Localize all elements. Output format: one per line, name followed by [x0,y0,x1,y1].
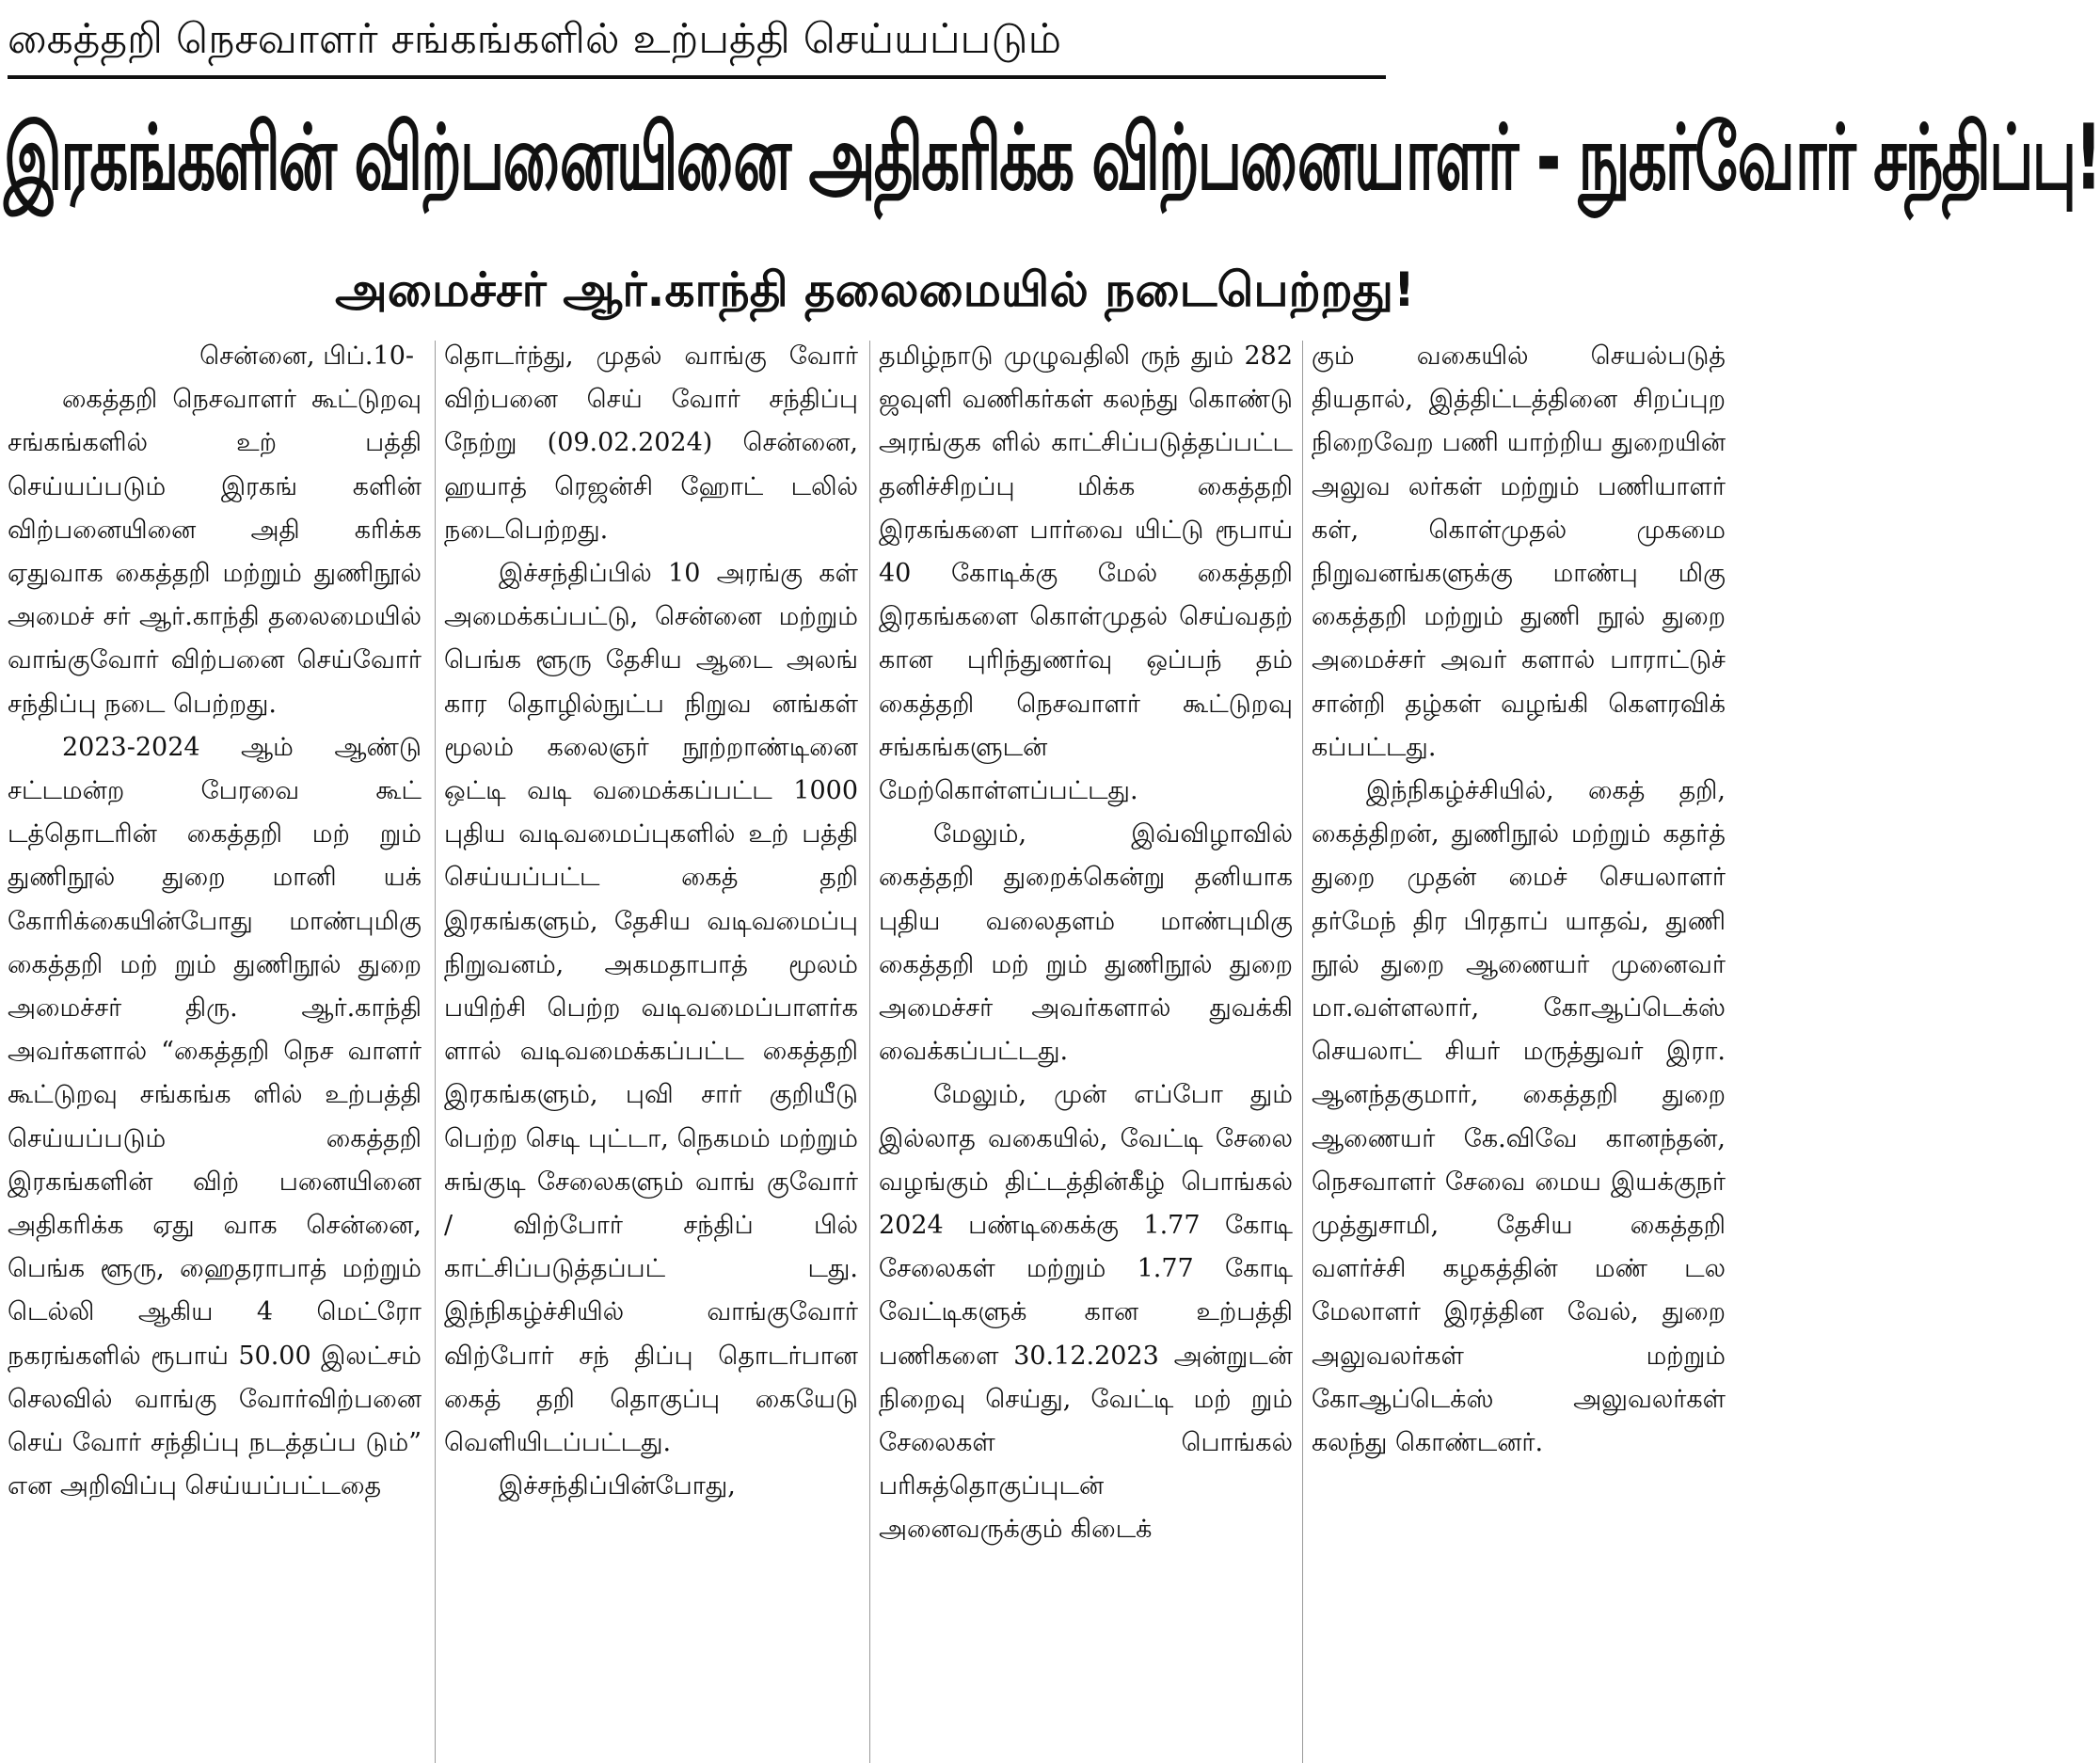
article-column-3 [879,335,1293,1763]
subheadline: அமைச்சர் ஆர்.காந்தி தலைமையில் நடைபெற்றது! [335,262,1415,317]
paragraph: 2023-2024 ஆம் ஆண்டு சட்டமன்ற பேரவை கூட் டத்தொடரின் கைத்தறி மற் றும் துணிநூல் துறை மானி யக் கோரிக்கையின்போது மாண்புமிகு கைத்தறி மற் றும் துணிநூல் துறை அமைச்சர் திரு. ஆர்.காந்தி அவர்களால் “கைத்தறி நெச வாளர் கூட்டுறவு சங்கங்க ளில் உற்பத்தி செய்யப்படும் கைத்தறி இரகங்களின் விற் பனையினை அதிகரிக்க ஏது வாக சென்னை, பெங்க ளூரு, ஹைதராபாத் மற்றும் டெல்லி ஆகிய 4 மெட்ரோ நகரங்களில் ரூபாய் 50.00 இலட்சம் செலவில் வாங்கு வோர்விற்பனை செய் வோர் சந்திப்பு நடத்தப்ப டும்” என அறிவிப்பு செய்யப்பட்டதை [8,732,422,1501]
article-column-4 [1312,335,1726,1763]
paragraph: மேலும், முன் எப்போ தும் இல்லாத வகையில், வேட்டி சேலை வழங்கும் திட்டத்தின்கீழ் பொங்கல் 2024 பண்டிகைக்கு 1.77 கோடி சேலைகள் மற்றும் 1.77 கோடி வேட்டிகளுக் கான உற்பத்தி பணிகளை 30.12.2023 அன்றுடன் நிறைவு செய்து, வேட்டி மற் றும் சேலைகள் பொங்கல் பரிசுத்தொகுப்புடன் அனைவருக்கும் கிடைக் [879,1080,1293,1545]
paragraph: இந்நிகழ்ச்சியில், கைத் தறி, கைத்திறன், துணிநூல் மற்றும் கதர்த் துறை முதன் மைச் செயலாளர் தர்மேந் திர பிரதாப் யாதவ், துணி நூல் துறை ஆணையர் முனைவர் மா.வள்ளலார், கோஆப்டெக்ஸ் செயலாட் சியர் மருத்துவர் இரா. ஆனந்தகுமார், கைத்தறி துறை ஆணையர் கே.விவே கானந்தன், நெசவாளர் சேவை மைய இயக்குநர் முத்துசாமி, தேசிய கைத்தறி வளர்ச்சி கழகத்தின் மண் டல மேலாளர் இரத்தின வேல், துறை அலுவலர்கள் மற்றும் கோஆப்டெக்ஸ் அலுவலர்கள் கலந்து கொண்டனர். [1312,776,1726,1458]
paragraph: கும் வகையில் செயல்படுத் தியதால், இத்திட்டத்தினை சிறப்புற நிறைவேற பணி யாற்றிய துறையின் அலுவ லர்கள் மற்றும் பணியாளர் கள், கொள்முதல் முகமை நிறுவனங்களுக்கு மாண்பு மிகு கைத்தறி மற்றும் துணி நூல் துறை அமைச்சர் அவர் களால் பாராட்டுச் சான்றி தழ்கள் வழங்கி கௌரவிக் கப்பட்டது. [1312,341,1726,762]
article-column-1 [8,335,422,1763]
kicker-line: கைத்தறி நெசவாளர் சங்கங்களில் உற்பத்தி செய்யப்படும் [8,15,1061,63]
paragraph: மேலும், இவ்விழாவில் கைத்தறி துறைக்கென்று தனியாக புதிய வலைதளம் மாண்புமிகு கைத்தறி மற் றும் துணிநூல் துறை அமைச்சர் அவர்களால் துவக்கி வைக்கப்பட்டது. [879,819,1293,1067]
article-column-2 [444,335,858,1763]
paragraph: தமிழ்நாடு முழுவதிலி ருந் தும் 282 ஜவுளி வணிகர்கள் கலந்து கொண்டு அரங்குக ளில் காட்சிப்படுத்தப்பட்ட தனிச்சிறப்பு மிக்க கைத்தறி இரகங்களை பார்வை யிட்டு ரூபாய் 40 கோடிக்கு மேல் கைத்தறி இரகங்களை கொள்முதல் செய்வதற் கான புரிந்துணர்வு ஒப்பந் தம் கைத்தறி நெசவாளர் கூட்டுறவு சங்கங்களுடன் மேற்கொள்ளப்பட்டது. [879,341,1293,806]
paragraph: இச்சந்திப்பின்போது, [499,1471,736,1501]
article-body [4,335,1726,1763]
headline: இரகங்களின் விற்பனையினை அதிகரிக்க விற்பனையாளர் - நுகர்வோர் சந்திப்பு! [4,106,2100,212]
paragraph: கைத்தறி நெசவாளர் கூட்டுறவு சங்கங்களில் உற் பத்தி செய்யப்படும் இரகங் களின் விற்பனையினை அதி கரிக்க ஏதுவாக கைத்தறி மற்றும் துணிநூல் அமைச் சர் ஆர்.காந்தி தலைமையில் வாங்குவோர் விற்பனை செய்வோர் சந்திப்பு நடை பெற்றது. [8,385,422,719]
paragraph: தொடர்ந்து, முதல் வாங்கு வோர் விற்பனை செய் வோர் சந்திப்பு நேற்று (09.02.2024) சென்னை, ஹயாத் ரெஜன்சி ஹோட் டலில் நடைபெற்றது. [444,341,858,545]
paragraph: இச்சந்திப்பில் 10 அரங்கு கள் அமைக்கப்பட்டு, சென்னை மற்றும் பெங்க ளூரு தேசிய ஆடை அலங் கார தொழில்நுட்ப நிறுவ னங்கள் மூலம் கலைஞர் நூற்றாண்டினை ஒட்டி வடி வமைக்கப்பட்ட 1000 புதிய வடிவமைப்புகளில் உற் பத்தி செய்யப்பட்ட கைத் தறி இரகங்களும், தேசிய வடிவமைப்பு நிறுவனம், அகமதாபாத் மூலம் பயிற்சி பெற்ற வடிவமைப்பாளர்க ளால் வடிவமைக்கப்பட்ட கைத்தறி இரகங்களும், புவி சார் குறியீடு பெற்ற செடி புட்டா, நெகமம் மற்றும் சுங்குடி சேலைகளும் வாங் குவோர் / விற்போர் சந்திப் பில் காட்சிப்படுத்தப்பட் டது. இந்நிகழ்ச்சியில் வாங்குவோர் விற்போர் சந் திப்பு தொடர்பான கைத் தறி தொகுப்பு கையேடு வெளியிடப்பட்டது. [444,559,858,1458]
dateline: சென்னை, பிப்.10- [199,341,414,371]
